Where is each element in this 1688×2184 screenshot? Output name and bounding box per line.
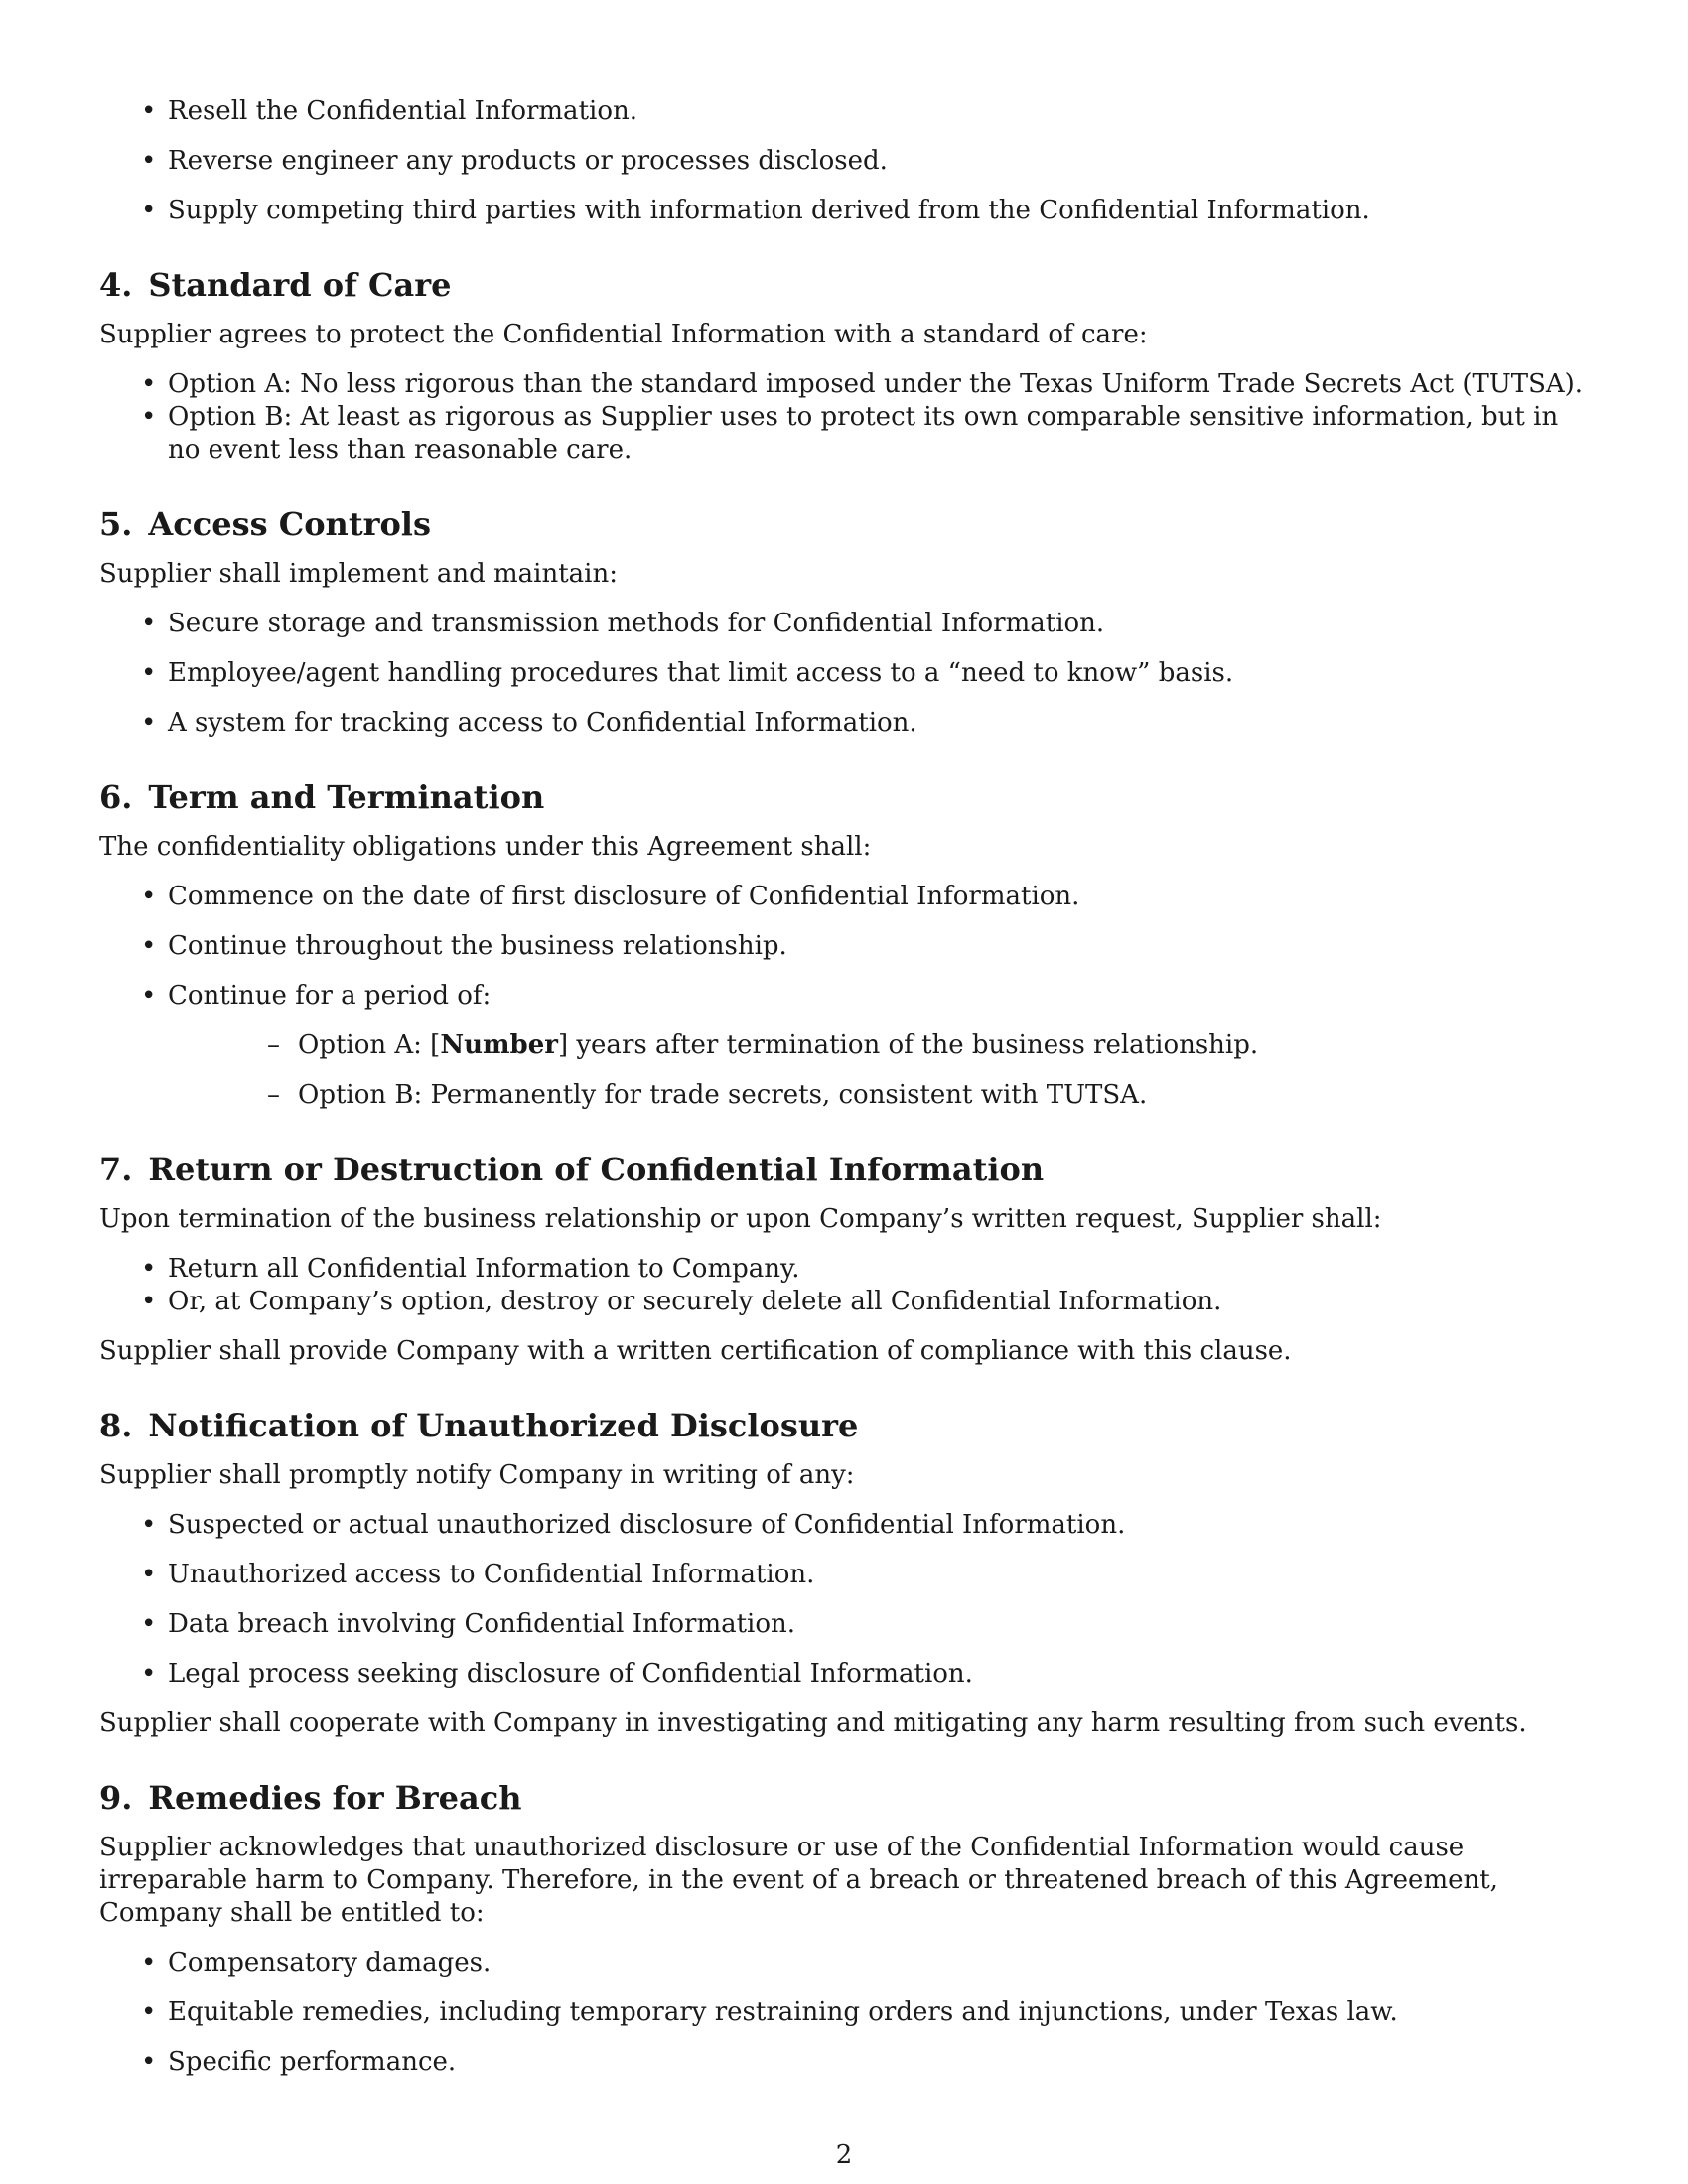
sub-list-item: – Option A: [Number] years after termination of the business relationship. xyxy=(267,1030,1259,1060)
list-item: • Data breach involving Confidential Information. xyxy=(141,1609,796,1639)
bullet-list xyxy=(99,1253,1589,1318)
list-item: • Compensatory damages. xyxy=(141,1948,492,1978)
section-heading-notification: 8. Notification of Unauthorized Disclosure xyxy=(99,1407,859,1444)
list-item: • A system for tracking access to Confidential Information. xyxy=(141,708,917,738)
list-item: • Reverse engineer any products or processes disclosed. xyxy=(141,146,888,176)
bullet-icon: • xyxy=(141,658,157,688)
list-item: • Continue throughout the business relationship. xyxy=(141,931,787,961)
bullet-icon: • xyxy=(141,369,157,399)
section-intro: Supplier shall implement and maintain: xyxy=(99,559,618,589)
section-intro: The confidentiality obligations under this Agreement shall: xyxy=(99,832,872,862)
bullet-list xyxy=(99,881,1589,1112)
sub-list xyxy=(168,1029,1589,1112)
section-intro: Supplier shall promptly notify Company in writing of any: xyxy=(99,1460,855,1490)
dash-icon: – xyxy=(267,1080,280,1110)
bullet-icon: • xyxy=(141,931,157,961)
document-page xyxy=(99,95,1589,2079)
bullet-list xyxy=(99,1947,1589,2079)
bullet-icon: • xyxy=(141,1254,157,1284)
bullet-icon: • xyxy=(141,1287,157,1316)
section-intro: Upon termination of the business relationship or upon Company’s written request, Supplier shall: xyxy=(99,1204,1382,1234)
list-item: • Equitable remedies, including temporary restraining orders and injunctions, under Texas law. xyxy=(141,1997,1398,2027)
section-heading-remedies: 9. Remedies for Breach xyxy=(99,1779,522,1817)
list-item: • Option B: At least as rigorous as Supplier uses to protect its own comparable sensitive information, but in no event less than reasonable care. xyxy=(141,402,1559,465)
list-item: • Suspected or actual unauthorized disclosure of Confidential Information. xyxy=(141,1510,1126,1540)
list-item: • Specific performance. xyxy=(141,2047,457,2077)
bullet-icon: • xyxy=(141,981,157,1011)
bullet-icon: • xyxy=(141,2047,157,2077)
list-item: • Resell the Confidential Information. xyxy=(141,96,637,126)
dash-icon: – xyxy=(267,1030,280,1060)
bullet-icon: • xyxy=(141,1510,157,1540)
list-item: • Unauthorized access to Confidential Information. xyxy=(141,1560,815,1589)
bullet-icon: • xyxy=(141,1560,157,1589)
list-item: • Return all Confidential Information to Company. xyxy=(141,1254,800,1284)
sub-list-item: – Option B: Permanently for trade secrets, consistent with TUTSA. xyxy=(267,1080,1148,1110)
section-outro: Supplier shall cooperate with Company in investigating and mitigating any harm resulting from such events. xyxy=(99,1708,1527,1738)
section-heading-access-controls: 5. Access Controls xyxy=(99,505,431,543)
list-item: • Option A: No less rigorous than the standard imposed under the Texas Uniform Trade Secrets Act (TUTSA). xyxy=(141,369,1584,399)
bullet-icon: • xyxy=(141,96,157,126)
bullet-list xyxy=(99,608,1589,740)
bullet-icon: • xyxy=(141,146,157,176)
bullet-list xyxy=(99,1509,1589,1691)
list-item: • Continue for a period of: – Option A: [Number] years after termination of the business relationship. – Option B: Permanently for trade secrets, consistent with TUTSA. xyxy=(99,980,1589,1112)
bullet-icon: • xyxy=(141,609,157,638)
bullet-icon: • xyxy=(141,882,157,911)
section-intro: Supplier agrees to protect the Confidential Information with a standard of care: xyxy=(99,320,1148,349)
list-item: • Commence on the date of first disclosure of Confidential Information. xyxy=(141,882,1080,911)
list-item: • Secure storage and transmission methods for Confidential Information. xyxy=(141,609,1105,638)
intro-bullet-list xyxy=(99,95,1589,227)
bullet-icon: • xyxy=(141,1659,157,1689)
section-intro: Supplier acknowledges that unauthorized disclosure or use of the Confidential Information would cause irreparable harm to Company. Therefore, in the event of a breach or threatened breach of this Agreement, Company shall be entitled to: xyxy=(99,1833,1498,1928)
bullet-icon: • xyxy=(141,1948,157,1978)
bullet-list xyxy=(99,368,1589,467)
section-heading-standard-of-care: 4. Standard of Care xyxy=(99,266,452,304)
bullet-icon: • xyxy=(141,1609,157,1639)
bullet-icon: • xyxy=(141,1997,157,2027)
list-item: • Supply competing third parties with information derived from the Confidential Information. xyxy=(141,196,1370,225)
section-heading-return-or-destruction: 7. Return or Destruction of Confidential Information xyxy=(99,1151,1045,1188)
list-item: • Or, at Company’s option, destroy or securely delete all Confidential Information. xyxy=(141,1287,1222,1316)
list-item: • Legal process seeking disclosure of Confidential Information. xyxy=(141,1659,973,1689)
bullet-icon: • xyxy=(141,402,157,432)
section-outro: Supplier shall provide Company with a written certification of compliance with this clause. xyxy=(99,1336,1292,1366)
bullet-icon: • xyxy=(141,708,157,738)
page-number: 2 xyxy=(835,2140,853,2170)
bullet-icon: • xyxy=(141,196,157,225)
section-heading-term-and-termination: 6. Term and Termination xyxy=(99,778,545,816)
list-item: • Employee/agent handling procedures that limit access to a “need to know” basis. xyxy=(141,658,1234,688)
